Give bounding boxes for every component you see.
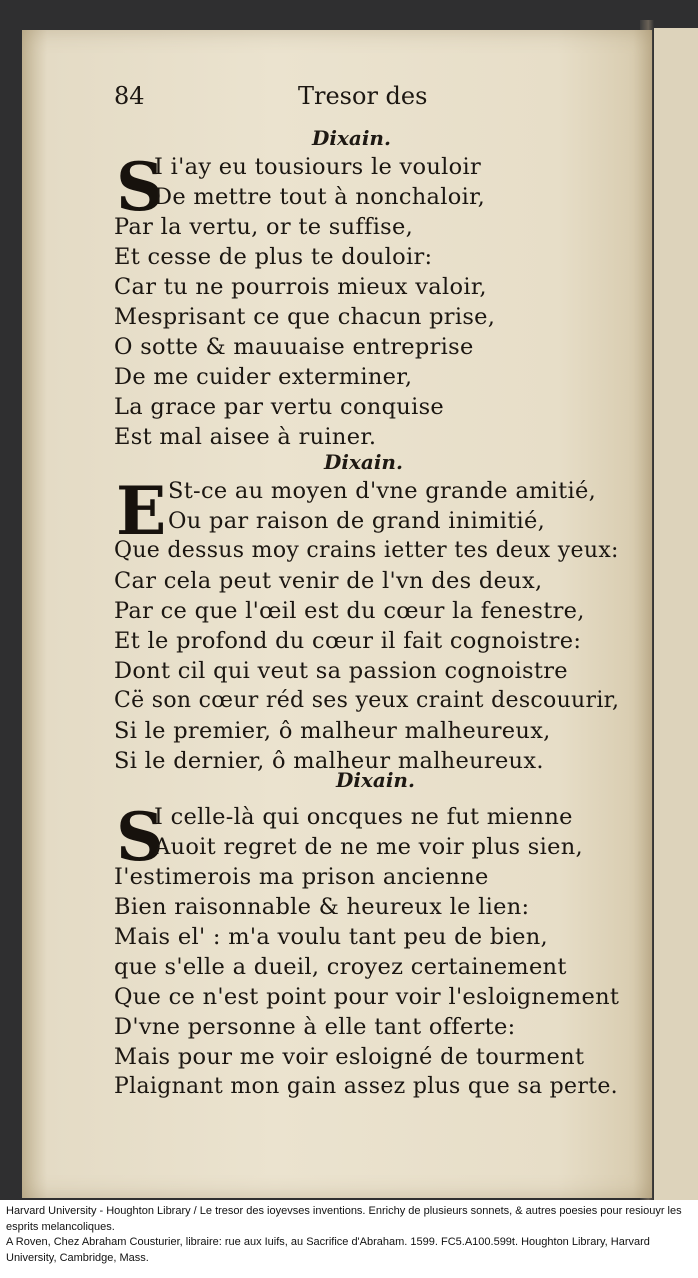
verse-line: I'estimerois ma prison ancienne — [114, 864, 489, 890]
running-title: Tresor des — [298, 82, 428, 110]
verse-line: Par la vertu, or te suffise, — [114, 214, 414, 240]
drop-cap: S — [116, 798, 164, 876]
book-page — [22, 30, 652, 1198]
verse-line: Dont cil qui veut sa passion cognoistre — [114, 658, 568, 684]
poem-heading: Dixain. — [324, 450, 403, 474]
verse-line: Plaignant mon gain assez plus que sa perte. — [114, 1074, 618, 1099]
verse-line: De me cuider exterminer, — [114, 364, 413, 390]
verse-line: I i'ay eu tousiours le vouloir — [154, 154, 482, 180]
verse-line: Et le profond du cœur il fait cognoistre: — [114, 628, 582, 654]
page-header — [22, 82, 652, 116]
page-number: 84 — [114, 82, 145, 110]
verse-line: Bien raisonnable & heureux le lien: — [114, 894, 530, 920]
verse-line: Mesprisant ce que chacun prise, — [114, 304, 496, 330]
verse-line: O sotte & mauuaise entreprise — [114, 334, 474, 360]
verse-line: Si le premier, ô malheur malheureux, — [114, 718, 551, 744]
verse-line: Que dessus moy crains ietter tes deux yeux: — [114, 538, 619, 563]
verse-line: Ou par raison de grand inimitié, — [168, 508, 546, 534]
verse-line: De mettre tout à nonchaloir, — [154, 184, 486, 210]
image-caption — [0, 1200, 698, 1278]
verse-line: Mais pour me voir esloigné de tourment — [114, 1044, 585, 1070]
verse-line: que s'elle a dueil, croyez certainement — [114, 954, 567, 980]
verse-line: Par ce que l'œil est du cœur la fenestre, — [114, 598, 585, 624]
verse-line: Cë son cœur réd ses yeux craint descouurir, — [114, 688, 620, 713]
facing-page-edge — [648, 28, 698, 1200]
verse-line: Car tu ne pourrois mieux valoir, — [114, 274, 487, 300]
poem-heading: Dixain. — [336, 768, 415, 792]
verse-line: St-ce au moyen d'vne grande amitié, — [168, 478, 597, 504]
drop-cap: S — [116, 148, 164, 226]
verse-line: Que ce n'est point pour voir l'esloignement — [114, 984, 620, 1010]
verse-line: Car cela peut venir de l'vn des deux, — [114, 568, 543, 594]
verse-line: Mais el' : m'a voulu tant peu de bien, — [114, 924, 548, 950]
verse-line: Et cesse de plus te douloir: — [114, 244, 433, 270]
caption-line-1: Harvard University - Houghton Library / Le tresor des ioyevses inventions. Enrichy de plusieurs sonnets, & autres poesies pour resiouyr les esprits melancoliques. — [6, 1205, 682, 1233]
verse-line: Auoit regret de ne me voir plus sien, — [154, 834, 583, 860]
verse-line: Est mal aisee à ruiner. — [114, 424, 377, 450]
caption-line-2: A Roven, Chez Abraham Cousturier, libraire: rue aux Iuifs, au Sacrifice d'Abraham. 1599. FC5.A100.599t. Houghton Library, Harvard University, Cambridge, Mass. — [6, 1236, 650, 1264]
verse-line: I celle-là qui oncques ne fut mienne — [154, 804, 573, 830]
verse-line: Si le dernier, ô malheur malheureux. — [114, 748, 544, 774]
poem-heading: Dixain. — [312, 126, 391, 150]
verse-line: D'vne personne à elle tant offerte: — [114, 1014, 516, 1040]
verse-line: La grace par vertu conquise — [114, 394, 445, 420]
drop-cap: E — [116, 472, 167, 550]
